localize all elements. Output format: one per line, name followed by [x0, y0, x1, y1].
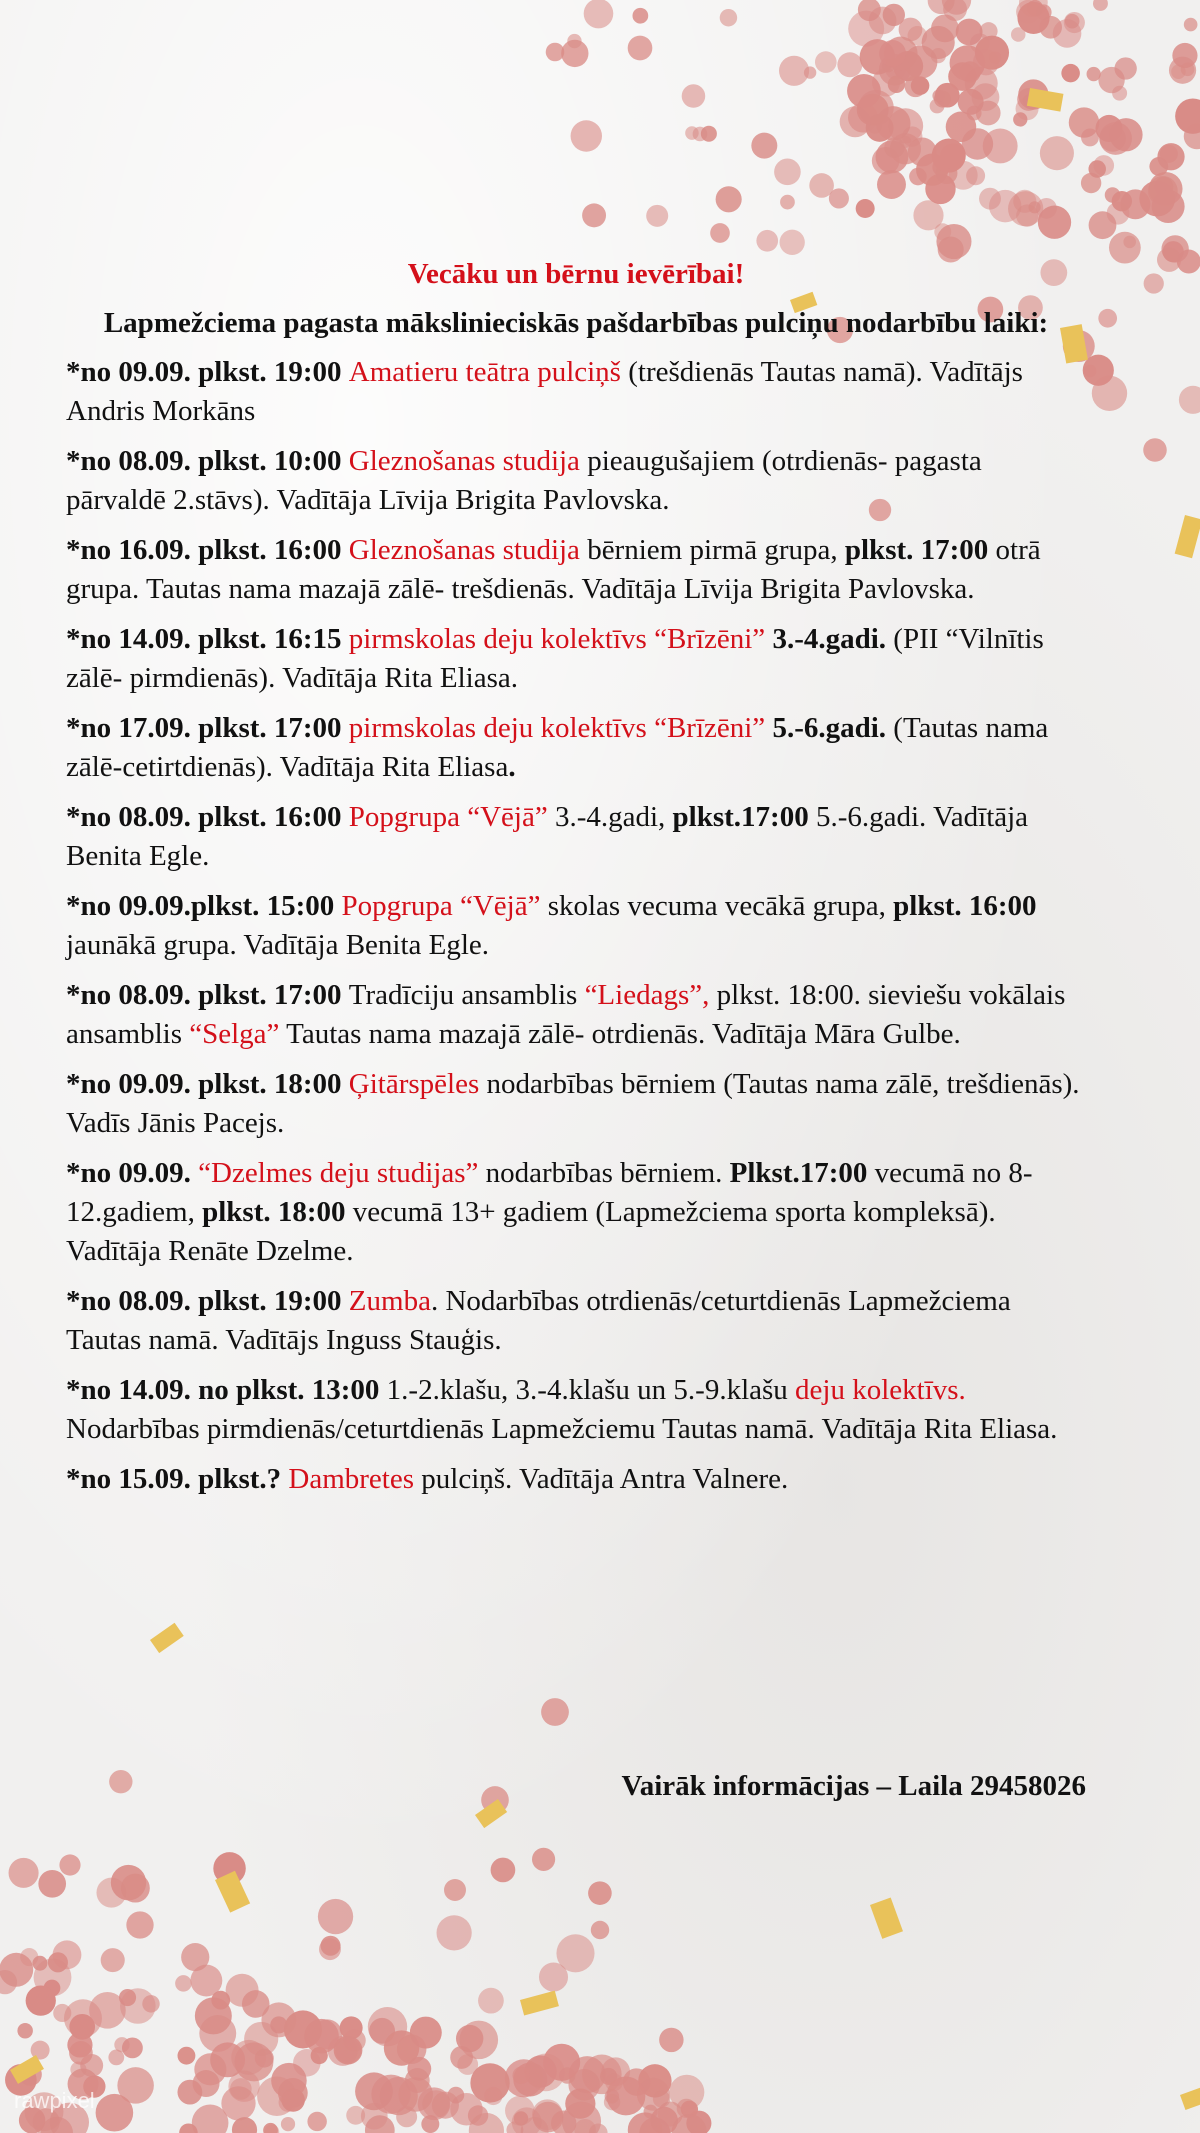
schedule-entry: [66, 620, 1086, 698]
confetti-dot: [26, 1986, 56, 2016]
confetti-dot: [605, 2073, 623, 2091]
schedule-entry: [66, 976, 1086, 1054]
confetti-dot: [591, 1921, 609, 1939]
confetti-dot: [1179, 386, 1200, 414]
confetti-dot: [1105, 187, 1121, 203]
confetti-dot: [304, 2019, 339, 2054]
confetti-dot: [96, 1878, 126, 1908]
confetti-dot: [194, 2053, 226, 2085]
confetti-dot: [1089, 211, 1117, 239]
confetti-dot: [422, 2090, 450, 2118]
schedule-time: Plkst.17:00: [729, 1157, 868, 1189]
confetti-dot: [751, 133, 777, 159]
confetti-dot: [847, 74, 881, 108]
activity-name: pirmskolas deju kolektīvs “Brīzēni”: [348, 712, 766, 744]
schedule-time: *no 09.09. plkst. 19:00: [66, 356, 349, 388]
confetti-dot: [64, 1999, 102, 2037]
confetti-dot: [546, 43, 565, 62]
gold-flake: [1180, 2085, 1200, 2110]
confetti-dot: [1093, 0, 1108, 11]
confetti-dot: [628, 36, 653, 61]
confetti-dot: [561, 40, 588, 67]
entry-text: nodarbības bērniem.: [478, 1157, 730, 1189]
confetti-dot: [281, 2088, 304, 2111]
entry-text: (PII “Vilnītis zālē- pirmdienās). Vadītāja Rita Eliasa.: [66, 623, 1044, 694]
schedule-time: *no 08.09. plkst. 17:00: [66, 979, 349, 1011]
confetti-dot: [307, 2112, 326, 2131]
schedule-entry: [66, 1065, 1086, 1143]
confetti-dot: [1157, 248, 1181, 272]
confetti-dot: [444, 1879, 466, 1901]
entry-text: . Nodarbības otrdienās/ceturtdienās Lapmežciema Tautas namā. Vadītājs Inguss Stauģis.: [66, 1285, 1011, 1356]
schedule-entry: [66, 1460, 1086, 1499]
confetti-dot: [355, 2072, 393, 2110]
entry-text: pieaugušajiem (otrdienās- pagasta pārvaldē 2.stāvs). Vadītāja Līvija Brigita Pavlovska.: [66, 445, 982, 516]
gold-flake: [150, 1623, 184, 1653]
confetti-dot: [1098, 309, 1117, 328]
activity-name: Gleznošanas studija: [348, 534, 580, 566]
confetti-dot: [190, 1965, 222, 1997]
schedule-entry: [66, 442, 1086, 520]
schedule-time: *no 08.09. plkst. 19:00: [66, 1285, 349, 1317]
confetti-dot: [539, 1962, 568, 1991]
confetti-dot: [1081, 173, 1101, 193]
schedule-time: *no 16.09. plkst. 16:00: [66, 534, 349, 566]
confetti-dot: [17, 2023, 32, 2038]
confetti-dot: [588, 1881, 612, 1905]
activity-name: Popgrupa “Vējā”: [348, 801, 548, 833]
confetti-dot: [334, 2036, 363, 2065]
activity-name: Dambretes: [288, 1463, 415, 1495]
watermark: rawpixel: [14, 2088, 95, 2113]
confetti-dot: [228, 2070, 259, 2101]
confetti-dot: [840, 106, 871, 137]
confetti-dot: [505, 2096, 535, 2126]
confetti-dot: [710, 223, 730, 243]
entry-text: nodarbības bērniem (Tautas nama zālē, trešdienās). Vadīs Jānis Pacejs.: [66, 1068, 1080, 1139]
activity-name: Gleznošanas studija: [348, 445, 580, 477]
confetti-dot: [877, 170, 906, 199]
entry-text: 5.-6.gadi. Vadītāja Benita Egle.: [66, 801, 1029, 872]
confetti-dot: [965, 67, 998, 100]
confetti-dot: [407, 2057, 431, 2081]
confetti-dot: [1040, 136, 1074, 170]
confetti-dot: [584, 0, 614, 28]
schedule-time: 5.-6.gadi.: [765, 712, 887, 744]
confetti-dot: [774, 159, 801, 186]
confetti-dot: [837, 52, 862, 77]
confetti-dot: [1087, 67, 1101, 81]
confetti-dot: [281, 2117, 295, 2131]
schedule-entry: [66, 353, 1086, 431]
confetti-dot: [1114, 57, 1136, 79]
confetti-dot: [38, 1870, 66, 1898]
entry-text: Tradīciju ansamblis: [348, 979, 585, 1011]
confetti-dot: [815, 51, 837, 73]
confetti-dot: [1069, 107, 1099, 137]
confetti-dot: [59, 1854, 80, 1875]
confetti-dot: [1061, 64, 1080, 83]
confetti-dot: [884, 137, 904, 157]
gold-flake: [1175, 515, 1200, 558]
confetti-dot: [856, 199, 875, 218]
confetti-dot: [126, 1911, 153, 1938]
confetti-dot: [512, 2067, 530, 2085]
confetti-dot: [318, 1899, 353, 1934]
schedule-time: *no 15.09. plkst.?: [66, 1463, 289, 1495]
activity-name: deju kolektīvs.: [795, 1374, 966, 1406]
confetti-dot: [1093, 155, 1114, 176]
confetti-dot: [565, 2089, 595, 2119]
entry-text: pulciņš. Vadītāja Antra Valnere.: [414, 1463, 789, 1495]
confetti-dot: [1144, 273, 1164, 293]
confetti-dot: [470, 2063, 509, 2102]
subheading: Lapmežciema pagasta mākslinieciskās pašdarbības pulciņu nodarbību laiki:: [103, 307, 1049, 339]
entry-text: skolas vecuma vecākā grupa,: [540, 890, 894, 922]
confetti-dot: [450, 2046, 473, 2069]
gold-flake: [870, 1897, 903, 1938]
confetti-dot: [1152, 190, 1185, 223]
heading: Vecāku un bērnu ievērībai!: [407, 258, 745, 290]
confetti-dot: [1109, 232, 1141, 264]
confetti-dot: [922, 26, 955, 59]
confetti-dot: [1112, 86, 1127, 101]
schedule-entry: [66, 798, 1086, 876]
confetti-dot: [1036, 198, 1057, 219]
confetti-dot: [114, 2037, 129, 2052]
schedule-time: plkst.17:00: [672, 801, 809, 833]
confetti-dot: [829, 188, 849, 208]
confetti-dot: [756, 230, 778, 252]
gold-flake: [520, 1991, 559, 2016]
confetti-dot: [541, 1698, 569, 1726]
confetti-dot: [101, 1948, 125, 1972]
confetti-dot: [491, 1858, 516, 1883]
activity-name: “Liedags”,: [584, 979, 710, 1011]
confetti-dot: [804, 66, 816, 78]
confetti-dot: [1175, 98, 1200, 133]
schedule-entry: [66, 1282, 1086, 1360]
confetti-dot: [646, 205, 668, 227]
confetti-dot: [879, 40, 906, 67]
confetti-dot: [934, 223, 951, 240]
confetti-dot: [693, 127, 708, 142]
confetti-dot: [1092, 376, 1127, 411]
schedule-time: .: [508, 751, 516, 783]
schedule-time: *no 17.09. plkst. 17:00: [66, 712, 349, 744]
schedule-entry: [66, 709, 1086, 787]
entry-text: vecumā no 8-12.gadiem,: [66, 1157, 1033, 1228]
confetti-dot: [1171, 65, 1186, 80]
confetti-dot: [911, 76, 930, 95]
confetti-dot: [119, 1989, 136, 2006]
confetti-dot: [1053, 19, 1082, 48]
schedule-entry: [66, 1371, 1086, 1449]
confetti-dot: [346, 2106, 365, 2125]
confetti-dot: [940, 144, 965, 169]
confetti-dot: [869, 7, 897, 35]
confetti-dot: [543, 2044, 580, 2081]
entry-text: vecumā 13+ gadiem (Lapmežciema sporta kompleksā). Vadītāja Renāte Dzelme.: [66, 1196, 996, 1267]
confetti-dot: [632, 8, 648, 24]
confetti-dot: [319, 1938, 341, 1960]
confetti-dot: [582, 203, 606, 227]
schedule-time: plkst. 16:00: [893, 890, 1037, 922]
activity-name: Popgrupa “Vējā”: [341, 890, 541, 922]
entry-text: (Tautas nama zālē-cetirtdienās). Vadītāja Rita Eliasa: [66, 712, 1049, 783]
announcement: [66, 250, 1086, 1510]
schedule-time: *no 14.09. plkst. 16:15: [66, 623, 349, 655]
activity-name: Zumba: [348, 1285, 431, 1317]
confetti-dot: [888, 76, 905, 93]
confetti-dot: [1143, 438, 1167, 462]
confetti-dot: [966, 166, 985, 185]
confetti-dot: [478, 1988, 504, 2014]
confetti-dot: [96, 2094, 134, 2132]
schedule-time: *no 08.09. plkst. 10:00: [66, 445, 349, 477]
confetti-dot: [946, 112, 977, 143]
activity-name: pirmskolas deju kolektīvs “Brīzēni”: [348, 623, 766, 655]
schedule-time: *no 09.09. plkst. 18:00: [66, 1068, 349, 1100]
schedule-time: *no 09.09.: [66, 1157, 199, 1189]
entry-text: plkst. 18:00. sieviešu vokālais ansamblis: [66, 979, 1066, 1050]
schedule-entry: [66, 887, 1086, 965]
confetti-dot: [932, 90, 944, 102]
schedule-entry: [66, 1154, 1086, 1271]
entry-text: bērniem pirmā grupa,: [579, 534, 845, 566]
schedule-time: *no 08.09. plkst. 16:00: [66, 801, 349, 833]
confetti-dot: [1099, 122, 1132, 155]
schedule-time: *no 14.09. no plkst. 13:00: [66, 1374, 387, 1406]
entry-text: 3.-4.gadi,: [547, 801, 673, 833]
activity-name: Amatieru teātra pulciņš: [348, 356, 621, 388]
contact-info: Vairāk informācijas – Laila 29458026: [621, 1770, 1086, 1802]
schedule-time: plkst. 18:00: [202, 1196, 346, 1228]
confetti-dot: [1013, 112, 1027, 126]
confetti-dot: [780, 195, 795, 210]
entry-text: Nodarbības pirmdienās/ceturtdienās Lapmežciemu Tautas namā. Vadītāja Rita Eliasa.: [66, 1413, 1058, 1445]
confetti-dot: [53, 1940, 82, 1969]
confetti-dot: [293, 2049, 321, 2077]
confetti-dot: [669, 2075, 704, 2110]
activity-name: Ģitārspēles: [348, 1068, 480, 1100]
confetti-dot: [69, 2041, 93, 2065]
confetti-dot: [263, 2123, 278, 2133]
confetti-dot: [1011, 27, 1026, 42]
entry-text: jaunākā grupa. Vadītāja Benita Egle.: [66, 929, 490, 961]
confetti-dot: [571, 120, 602, 151]
schedule-time: 3.-4.gadi.: [765, 623, 887, 655]
confetti-dot: [1184, 18, 1198, 32]
confetti-dot: [989, 51, 1001, 63]
schedule-time: plkst. 17:00: [844, 534, 989, 566]
entry-text: otrā grupa. Tautas nama mazajā zālē- trešdienās. Vadītāja Līvija Brigita Pavlovska.: [66, 534, 1041, 605]
confetti-dot: [720, 9, 737, 26]
entry-text: Tautas nama mazajā zālē- otrdienās. Vadītāja Māra Gulbe.: [279, 1018, 961, 1050]
schedule-entry: [66, 531, 1086, 609]
confetti-dot: [142, 1995, 159, 2012]
confetti-dot: [653, 2090, 670, 2107]
confetti-dot: [20, 1948, 38, 1966]
confetti-dot: [659, 2028, 683, 2052]
confetti-dot: [1013, 190, 1036, 213]
confetti-dot: [980, 22, 998, 40]
confetti-dot: [682, 84, 706, 108]
confetti-dot: [532, 1848, 555, 1871]
confetti-dot: [9, 1858, 39, 1888]
confetti-dot: [1160, 145, 1178, 163]
confetti-dot: [437, 1915, 472, 1950]
entry-text: (trešdienās Tautas namā). Vadītājs Andris Morkāns: [66, 356, 1023, 427]
activity-name: “Selga”: [189, 1018, 280, 1050]
confetti-dot: [716, 186, 742, 212]
confetti-dot: [226, 1974, 259, 2007]
schedule-list: [66, 353, 1086, 1499]
activity-name: “Dzelmes deju studijas”: [198, 1157, 479, 1189]
confetti-dot: [340, 2016, 363, 2039]
entry-text: 1.-2.klašu, 3.-4.klašu un 5.-9.klašu: [386, 1374, 796, 1406]
schedule-time: *no 09.09.plkst. 15:00: [66, 890, 342, 922]
confetti-dot: [178, 2047, 196, 2065]
confetti-dot: [175, 1975, 191, 1991]
